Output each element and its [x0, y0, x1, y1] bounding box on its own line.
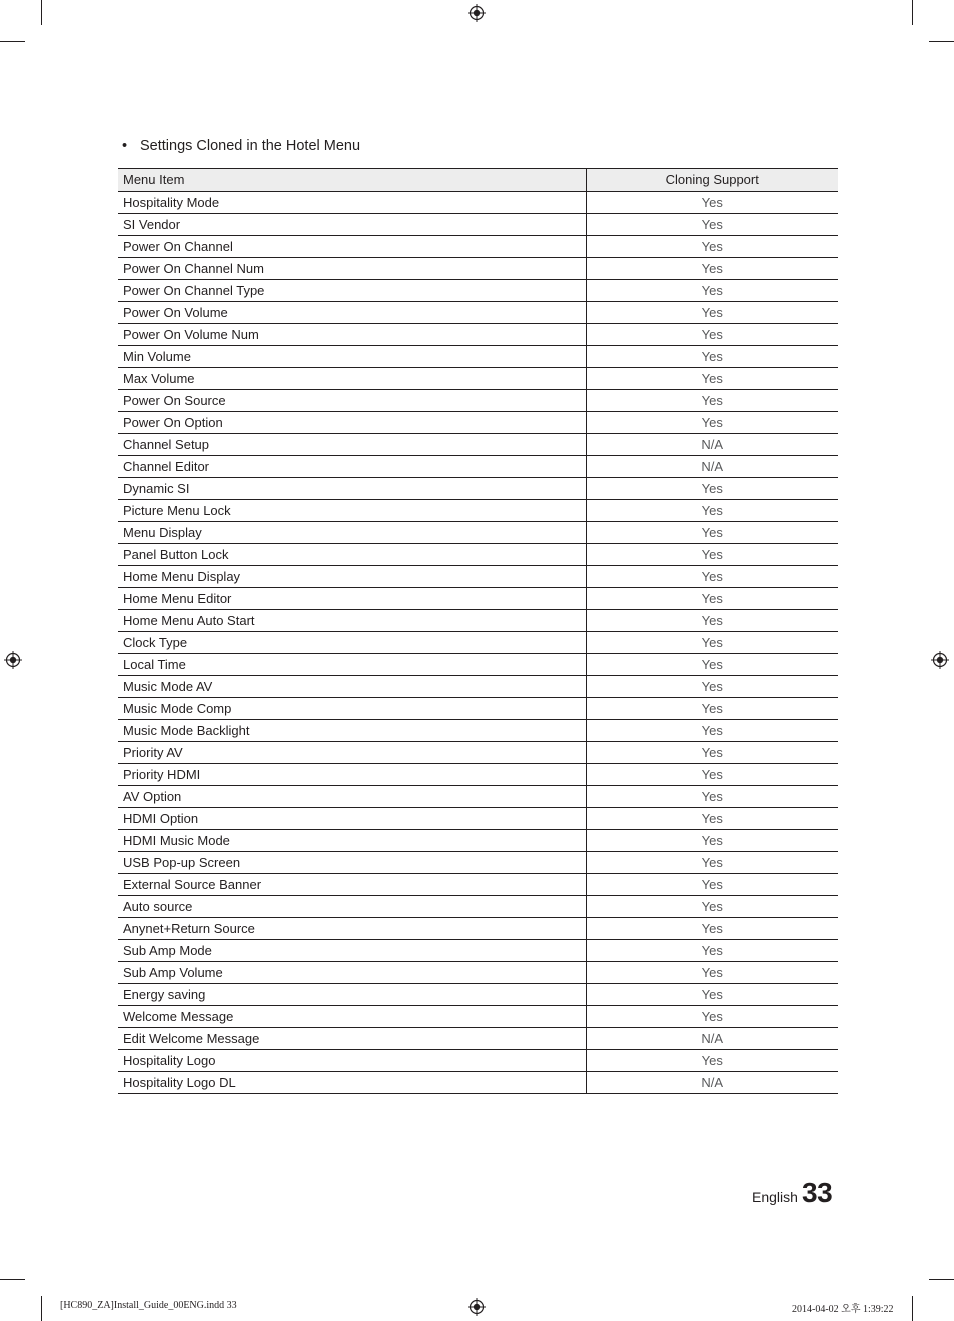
cell-cloning-support: Yes: [586, 522, 838, 544]
cell-menu-item: Auto source: [118, 896, 586, 918]
cell-cloning-support: Yes: [586, 654, 838, 676]
cell-menu-item: SI Vendor: [118, 214, 586, 236]
cell-menu-item: Panel Button Lock: [118, 544, 586, 566]
table-row: [118, 324, 838, 346]
crop-mark-top-right-h: [929, 41, 954, 42]
cell-menu-item: External Source Banner: [118, 874, 586, 896]
table-row: [118, 434, 838, 456]
table-row: [118, 940, 838, 962]
cell-cloning-support: Yes: [586, 544, 838, 566]
table-row: [118, 192, 838, 214]
cell-menu-item: Priority AV: [118, 742, 586, 764]
cell-cloning-support: Yes: [586, 214, 838, 236]
table-row: [118, 258, 838, 280]
cell-cloning-support: Yes: [586, 830, 838, 852]
table-row: [118, 236, 838, 258]
column-header-menu-item: Menu Item: [118, 169, 586, 192]
cell-menu-item: Power On Volume: [118, 302, 586, 324]
table-row: [118, 742, 838, 764]
table-row: [118, 1050, 838, 1072]
slug-timestamp: 2014-04-02 오후 1:39:22: [792, 1304, 894, 1315]
registration-mark-icon: [931, 651, 949, 669]
cloning-support-table: [118, 168, 838, 1094]
cell-menu-item: Min Volume: [118, 346, 586, 368]
table-row: [118, 720, 838, 742]
cell-cloning-support: Yes: [586, 1050, 838, 1072]
table-row: [118, 610, 838, 632]
cell-menu-item: Welcome Message: [118, 1006, 586, 1028]
registration-mark-icon: [468, 1298, 486, 1316]
cell-cloning-support: Yes: [586, 874, 838, 896]
cell-menu-item: Home Menu Auto Start: [118, 610, 586, 632]
cell-cloning-support: Yes: [586, 720, 838, 742]
table-row: [118, 522, 838, 544]
table-row: [118, 918, 838, 940]
crop-mark-top-left-h: [0, 41, 25, 42]
cell-cloning-support: Yes: [586, 478, 838, 500]
table-row: [118, 786, 838, 808]
cell-cloning-support: Yes: [586, 412, 838, 434]
cell-menu-item: Dynamic SI: [118, 478, 586, 500]
slug-filename: [HC890_ZA]Install_Guide_00ENG.indd 33: [60, 1300, 237, 1311]
cell-menu-item: Hospitality Logo: [118, 1050, 586, 1072]
cell-cloning-support: Yes: [586, 962, 838, 984]
cell-cloning-support: Yes: [586, 984, 838, 1006]
cell-menu-item: Menu Display: [118, 522, 586, 544]
table-row: [118, 456, 838, 478]
table-row: [118, 390, 838, 412]
table-row: [118, 808, 838, 830]
cell-cloning-support: N/A: [586, 434, 838, 456]
cell-menu-item: Priority HDMI: [118, 764, 586, 786]
cell-cloning-support: Yes: [586, 566, 838, 588]
table-row: [118, 544, 838, 566]
crop-mark-top-left: [41, 0, 42, 25]
table-row: [118, 1072, 838, 1094]
crop-mark-bottom-right: [912, 1296, 913, 1321]
cell-cloning-support: Yes: [586, 192, 838, 214]
cell-cloning-support: Yes: [586, 324, 838, 346]
crop-mark-top-right: [912, 0, 913, 25]
table-row: [118, 368, 838, 390]
cell-menu-item: Music Mode AV: [118, 676, 586, 698]
cell-cloning-support: Yes: [586, 258, 838, 280]
table-row: [118, 874, 838, 896]
cell-cloning-support: Yes: [586, 676, 838, 698]
cell-cloning-support: Yes: [586, 500, 838, 522]
table-row: [118, 566, 838, 588]
table-body: [118, 192, 838, 1094]
footer-language: English: [752, 1189, 798, 1205]
cell-menu-item: Hospitality Mode: [118, 192, 586, 214]
table-row: [118, 412, 838, 434]
cell-menu-item: Local Time: [118, 654, 586, 676]
table-row: [118, 830, 838, 852]
cell-menu-item: AV Option: [118, 786, 586, 808]
cell-menu-item: Power On Channel: [118, 236, 586, 258]
cell-cloning-support: Yes: [586, 280, 838, 302]
cell-cloning-support: Yes: [586, 390, 838, 412]
cell-menu-item: USB Pop-up Screen: [118, 852, 586, 874]
cell-menu-item: Channel Setup: [118, 434, 586, 456]
cell-menu-item: Home Menu Display: [118, 566, 586, 588]
registration-mark-icon: [468, 4, 486, 22]
cell-menu-item: Power On Channel Num: [118, 258, 586, 280]
cell-cloning-support: Yes: [586, 346, 838, 368]
table-row: [118, 280, 838, 302]
table-row: [118, 896, 838, 918]
cell-cloning-support: Yes: [586, 742, 838, 764]
crop-mark-bottom-right-h: [929, 1279, 954, 1280]
cell-menu-item: Home Menu Editor: [118, 588, 586, 610]
table-row: [118, 1028, 838, 1050]
cell-menu-item: HDMI Music Mode: [118, 830, 586, 852]
table-row: [118, 764, 838, 786]
table-row: [118, 346, 838, 368]
table-row: [118, 698, 838, 720]
table-row: [118, 588, 838, 610]
cell-cloning-support: Yes: [586, 632, 838, 654]
cell-menu-item: Music Mode Backlight: [118, 720, 586, 742]
cell-menu-item: HDMI Option: [118, 808, 586, 830]
column-header-cloning-support: Cloning Support: [586, 169, 838, 192]
cell-menu-item: Max Volume: [118, 368, 586, 390]
cell-menu-item: Picture Menu Lock: [118, 500, 586, 522]
cell-menu-item: Edit Welcome Message: [118, 1028, 586, 1050]
cell-cloning-support: Yes: [586, 588, 838, 610]
cell-cloning-support: Yes: [586, 852, 838, 874]
cell-menu-item: Clock Type: [118, 632, 586, 654]
cell-cloning-support: Yes: [586, 940, 838, 962]
table-header-row: [118, 169, 838, 192]
cell-cloning-support: N/A: [586, 1028, 838, 1050]
table-row: [118, 632, 838, 654]
table-row: [118, 302, 838, 324]
table-row: [118, 478, 838, 500]
page-number: 33: [802, 1177, 833, 1208]
cell-menu-item: Music Mode Comp: [118, 698, 586, 720]
cell-cloning-support: Yes: [586, 896, 838, 918]
cell-menu-item: Hospitality Logo DL: [118, 1072, 586, 1094]
table-row: [118, 676, 838, 698]
table-row: [118, 214, 838, 236]
table-row: [118, 962, 838, 984]
cell-cloning-support: Yes: [586, 236, 838, 258]
cell-menu-item: Power On Channel Type: [118, 280, 586, 302]
cell-cloning-support: Yes: [586, 302, 838, 324]
cell-menu-item: Power On Source: [118, 390, 586, 412]
cell-menu-item: Channel Editor: [118, 456, 586, 478]
table-row: [118, 654, 838, 676]
cell-menu-item: Sub Amp Volume: [118, 962, 586, 984]
cell-menu-item: Anynet+Return Source: [118, 918, 586, 940]
cell-cloning-support: N/A: [586, 456, 838, 478]
cell-cloning-support: Yes: [586, 918, 838, 940]
section-heading: [122, 138, 360, 154]
bullet: •: [122, 138, 128, 154]
table-row: [118, 984, 838, 1006]
cell-menu-item: Sub Amp Mode: [118, 940, 586, 962]
cell-cloning-support: Yes: [586, 610, 838, 632]
cell-cloning-support: Yes: [586, 368, 838, 390]
crop-mark-bottom-left-h: [0, 1279, 25, 1280]
cell-menu-item: Energy saving: [118, 984, 586, 1006]
table-row: [118, 852, 838, 874]
cell-cloning-support: Yes: [586, 808, 838, 830]
cell-cloning-support: Yes: [586, 786, 838, 808]
cell-cloning-support: Yes: [586, 764, 838, 786]
registration-mark-icon: [4, 651, 22, 669]
crop-mark-bottom-left: [41, 1296, 42, 1321]
section-heading-text: Settings Cloned in the Hotel Menu: [140, 138, 361, 154]
cell-menu-item: Power On Option: [118, 412, 586, 434]
cell-menu-item: Power On Volume Num: [118, 324, 586, 346]
table-row: [118, 500, 838, 522]
table-row: [118, 1006, 838, 1028]
cell-cloning-support: Yes: [586, 698, 838, 720]
cell-cloning-support: N/A: [586, 1072, 838, 1094]
cell-cloning-support: Yes: [586, 1006, 838, 1028]
